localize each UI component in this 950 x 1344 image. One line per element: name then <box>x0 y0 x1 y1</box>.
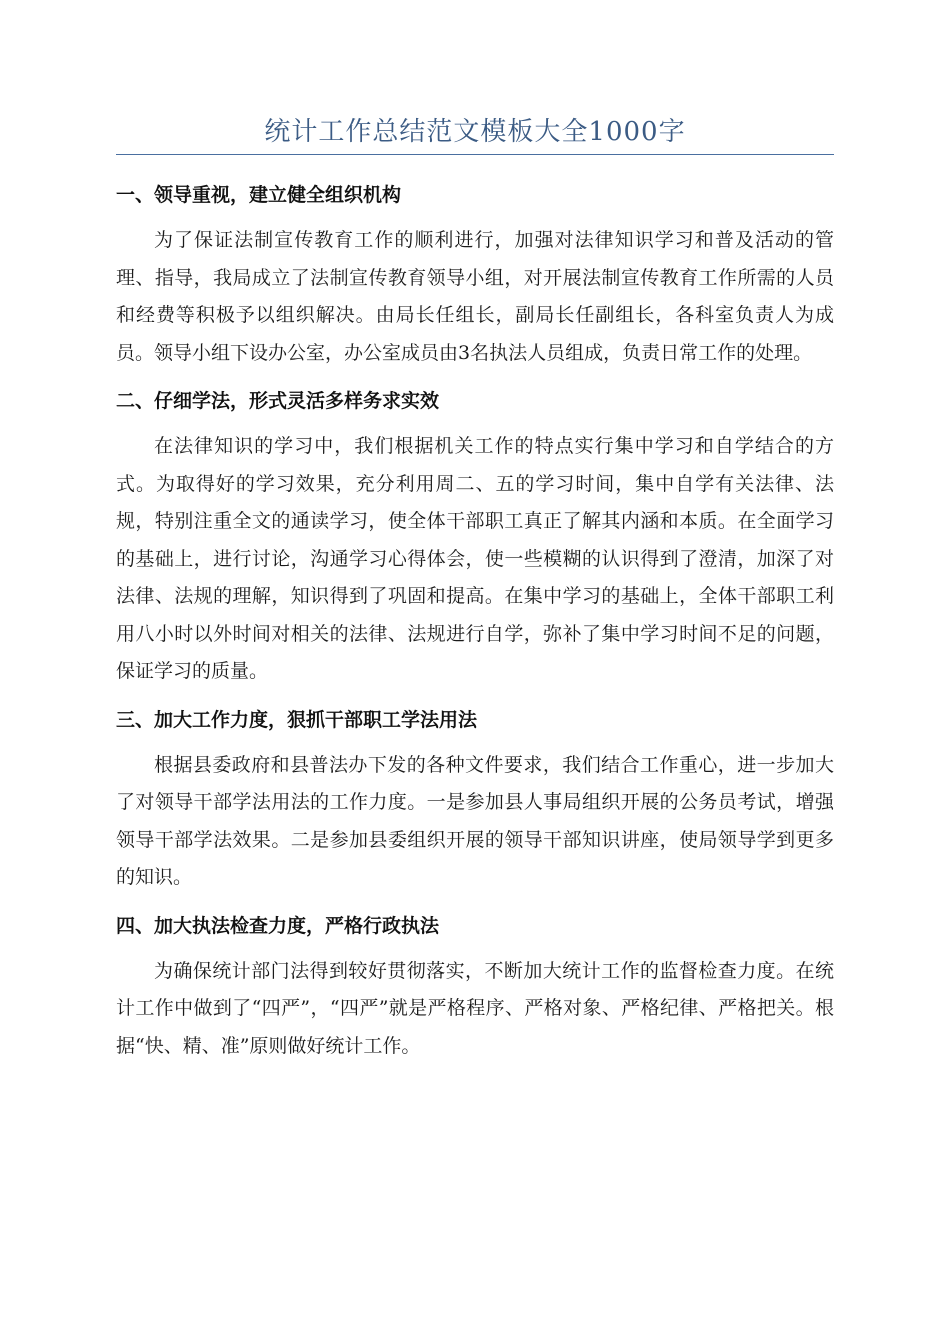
section-1 <box>116 181 834 372</box>
section-paragraph: 为确保统计部门法得到较好贯彻落实，不断加大统计工作的监督检查力度。在统计工作中做到了“四严”，“四严”就是严格程序、严格对象、严格纪律、严格把关。根据“快、精、准”原则做好统计工作。 <box>116 959 834 1057</box>
title-underline <box>116 154 834 155</box>
section-heading: 二、仔细学法，形式灵活多样务求实效 <box>116 390 440 412</box>
section-2 <box>116 387 834 691</box>
section-paragraph: 在法律知识的学习中，我们根据机关工作的特点实行集中学习和自学结合的方式。为取得好的学习效果，充分利用周二、五的学习时间，集中自学有关法律、法规，特别注重全文的通读学习，使全体干部职工真正了解其内涵和本质。在全面学习的基础上，进行讨论，沟通学习心得体会，使一些模糊的认识得到了澄清，加深了对法律、法规的理解，知识得到了巩固和提高。在集中学习的基础上，全体干部职工利用八小时以外时间对相关的法律、法规进行自学，弥补了集中学习时间不足的问题，保证学习的质量。 <box>116 435 834 682</box>
section-4 <box>116 912 834 1066</box>
section-heading: 一、领导重视，建立健全组织机构 <box>116 184 402 206</box>
section-3 <box>116 706 834 897</box>
section-paragraph: 根据县委政府和县普法办下发的各种文件要求，我们结合工作重心，进一步加大了对领导干部学法用法的工作力度。一是参加县人事局组织开展的公务员考试，增强领导干部学法效果。二是参加县委组织开展的领导干部知识讲座，使局领导学到更多的知识。 <box>116 753 834 888</box>
section-paragraph: 为了保证法制宣传教育工作的顺利进行，加强对法律知识学习和普及活动的管理、指导，我局成立了法制宣传教育领导小组，对开展法制宣传教育工作所需的人员和经费等积极予以组织解决。由局长任组长，副局长任副组长，各科室负责人为成员。领导小组下设办公室，办公室成员由3名执法人员组成，负责日常工作的处理。 <box>116 229 834 364</box>
document-page <box>116 112 834 1065</box>
document-title: 统计工作总结范文模板大全1000字 <box>264 117 686 147</box>
section-heading: 四、加大执法检查力度，严格行政执法 <box>116 914 440 937</box>
section-heading: 三、加大工作力度，狠抓干部职工学法用法 <box>116 708 478 731</box>
